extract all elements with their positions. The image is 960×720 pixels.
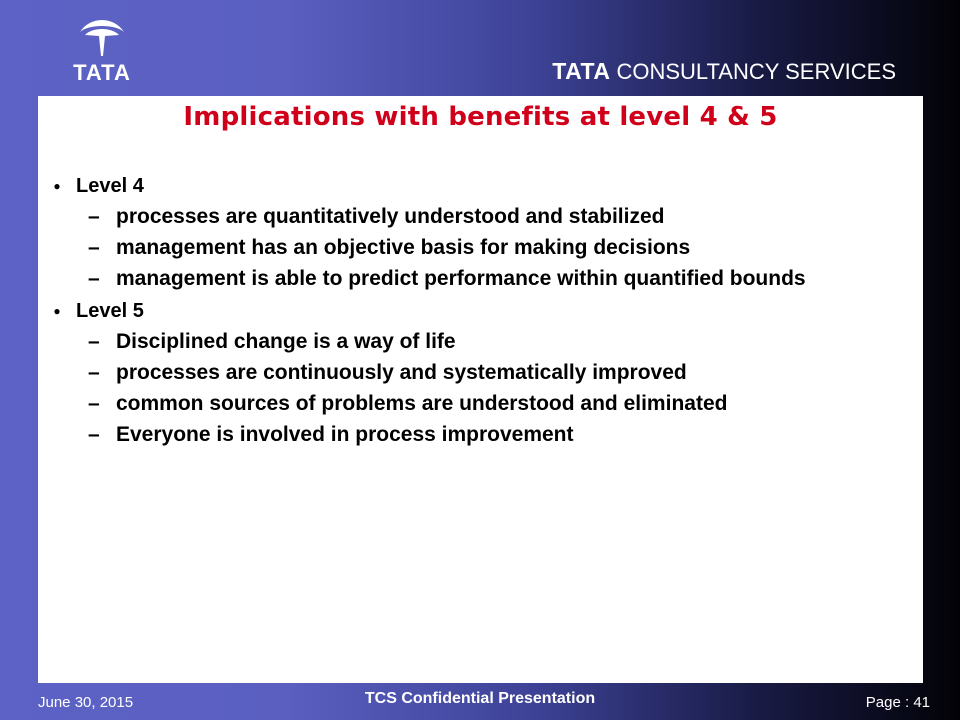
section-level-5: [38, 299, 923, 323]
section-label: Level 5: [76, 300, 144, 322]
dash-icon: –: [88, 361, 100, 384]
item-text: management is able to predict performance within quantified bounds: [116, 267, 806, 290]
list-item: [38, 206, 923, 228]
list-item: [38, 393, 923, 415]
footer-date: June 30, 2015: [38, 694, 134, 711]
section-label: Level 4: [76, 175, 144, 197]
tata-logo-text: TATA: [73, 60, 131, 85]
section-level-4: [38, 174, 923, 198]
list-item: [38, 331, 923, 353]
list-item: [38, 362, 923, 384]
bullet-icon: ●: [53, 304, 61, 318]
brand-prefix: TATA: [552, 58, 611, 84]
dash-icon: –: [88, 423, 100, 446]
list-item: [38, 424, 923, 446]
brand-name: CONSULTANCY SERVICES: [616, 59, 896, 84]
dash-icon: –: [88, 330, 100, 353]
dash-icon: –: [88, 236, 100, 259]
item-text: common sources of problems are understood and eliminated: [116, 392, 728, 415]
slide-content: [38, 96, 923, 683]
item-text: Disciplined change is a way of life: [116, 330, 456, 353]
footer-page-number: Page : 41: [865, 694, 930, 711]
list-item: [38, 237, 923, 259]
bullet-icon: ●: [53, 179, 61, 193]
tcs-brand: [552, 58, 896, 85]
dash-icon: –: [88, 205, 100, 228]
tata-logo: [62, 18, 142, 88]
slide-title: Implications with benefits at level 4 & 5: [183, 102, 778, 132]
item-text: management has an objective basis for making decisions: [116, 236, 691, 259]
bullet-list: [38, 174, 923, 455]
item-text: processes are quantitatively understood and stabilized: [116, 205, 665, 228]
item-text: processes are continuously and systematically improved: [116, 361, 687, 384]
list-item: [38, 268, 923, 290]
tata-emblem-icon: [76, 18, 128, 58]
footer-confidential: TCS Confidential Presentation: [364, 690, 596, 707]
item-text: Everyone is involved in process improvement: [116, 423, 574, 446]
dash-icon: –: [88, 392, 100, 415]
dash-icon: –: [88, 267, 100, 290]
